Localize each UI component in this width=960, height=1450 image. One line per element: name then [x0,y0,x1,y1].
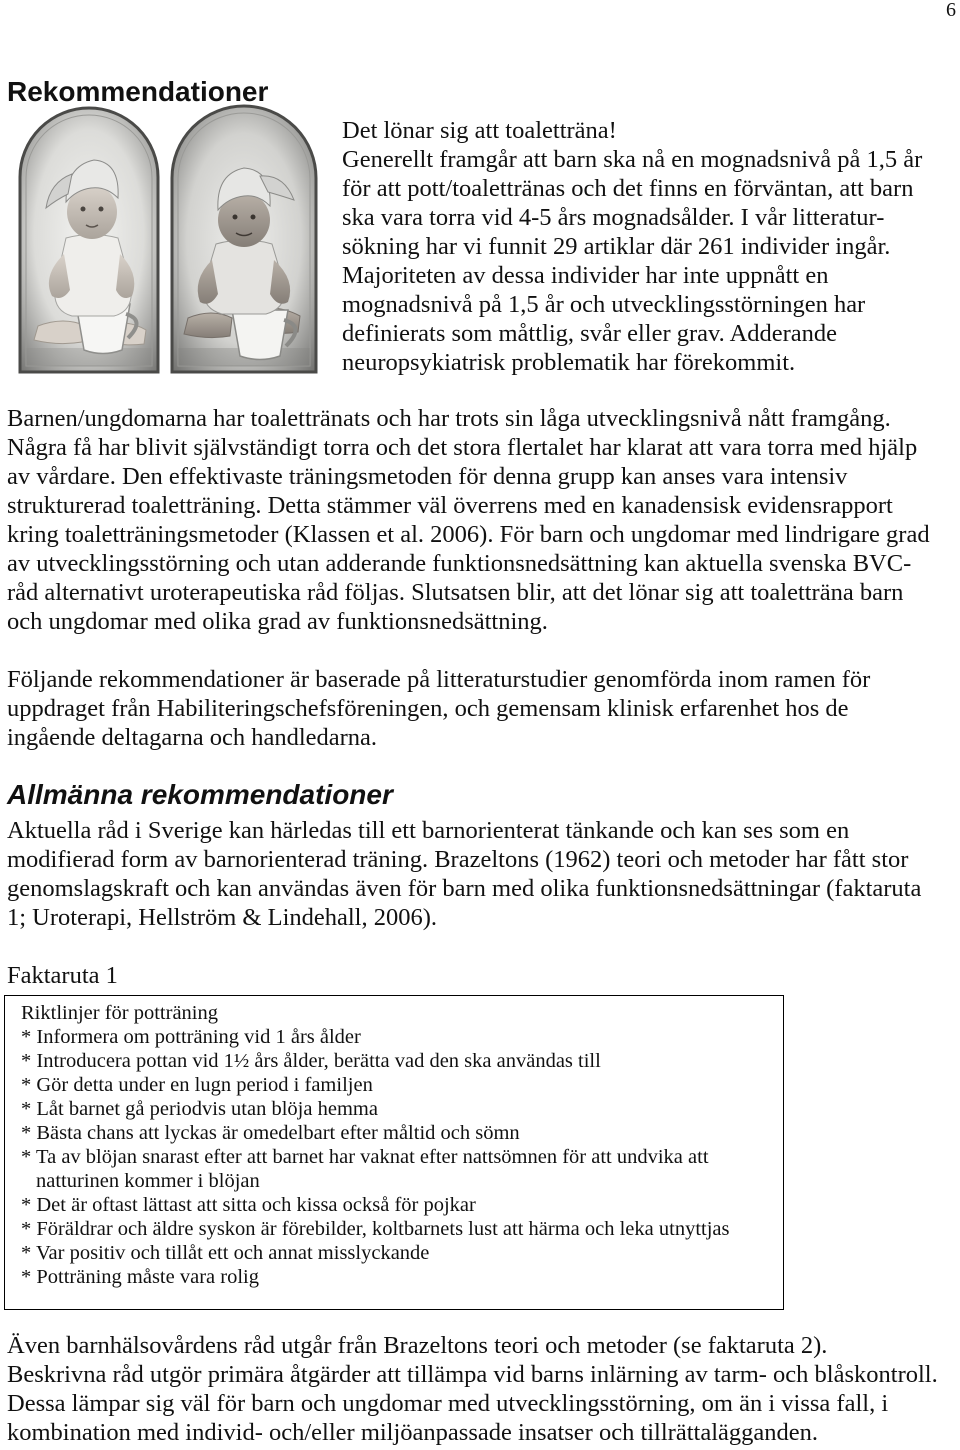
intro-line: definierats som måttlig, svår eller grav. Adderande [342,320,838,347]
paragraph-line: 1; Uroterapi, Hellström & Lindehall, 2006). [7,904,438,931]
intro-line: sökning har vi funnit 29 artiklar där 261 individer ingår. [342,233,891,260]
intro-line: ska vara torra vid 4-5 års mognadsålder. I vår litteratur- [342,204,885,231]
paragraph-line: råd alternativt uroterapeutiska råd följas. Slutsatsen blir, att det lönar sig att toaletträna barn [7,579,904,606]
factbox-item: * Gör detta under en lugn period i familjen [21,1073,373,1096]
photo-right [172,106,316,372]
paragraph-line: strukturerad toaletträning. Detta stämmer väl överrens med en kanadensisk evidensrapport [7,492,893,519]
paragraph-line: av utvecklingsstörning och utan adderande funktionsnedsättning kan aktuella svenska BVC- [7,550,912,577]
factbox-item: * Var positiv och tillåt ett och annat misslyckande [21,1241,430,1264]
potty-photos-figure [16,104,322,376]
section-paragraph [7,816,921,932]
intro-line: neuropsykiatrisk problematik har förekommit. [342,349,796,376]
page-heading: Rekommendationer [7,76,269,107]
baby-right-eye [233,215,238,220]
section-heading: Allmänna rekommendationer [7,779,393,810]
factbox-item: * Bästa chans att lyckas är omedelbart efter måltid och sömn [21,1121,520,1144]
factbox-item: * Låt barnet gå periodvis utan blöja hemma [21,1097,378,1120]
paragraph-line: Följande rekommendationer är baserade på litteraturstudier genomförda inom ramen för [7,666,871,693]
paragraph-line: kring toaletträningsmetoder (Klassen et al. 2006). För barn och ungdomar med lindrigare grad [7,521,930,548]
baby-left-leg [34,321,86,344]
factbox-caption: Faktaruta 1 [7,962,118,989]
factbox-item: * Det är oftast lättast att sitta och kissa också för pojkar [21,1193,476,1216]
paragraph-line: Även barnhälsovårdens råd utgår från Brazeltons teori och metoder (se faktaruta 2). [7,1332,828,1359]
paragraph-1 [7,404,930,636]
paragraph-line: Barnen/ungdomarna har toalettränats och har trots sin låga utvecklingsnivå nått framgång. [7,405,891,432]
factbox-item: * Ta av blöjan snarast efter att barnet har vaknat efter nattsömnen för att undvika att [21,1145,709,1168]
baby-right-leg [184,313,232,338]
closing-paragraph [7,1331,938,1447]
paragraph-line: ingående deltagarna och handledarna. [7,724,378,751]
paragraph-line: uppdraget från Habiliteringschefsföreningen, och gemensam klinisk erfarenhet hos de [7,695,849,722]
intro-text [342,116,922,377]
intro-line: Generellt framgår att barn ska nå en mognadsnivå på 1,5 år [342,146,923,173]
intro-line: för att pott/toalettränas och det finns en förväntan, att barn [342,175,914,202]
intro-line: mognadsnivå på 1,5 år och utvecklingsstörningen har [342,291,866,318]
paragraph-line: Dessa lämpar sig väl för barn och ungdomar med utvecklingsstörning, om än i vissa fall, i [7,1390,889,1417]
factbox-item-continuation: natturinen kommer i blöjan [36,1169,260,1192]
paragraph-line: genomslagskraft och kan användas även för barn med olika funktionsnedsättningar (faktaruta [7,875,922,902]
paragraph-2 [7,665,870,752]
paragraph-line: modifierad form av barnorienterad träning. Brazeltons (1962) teori och metoder har fått stor [7,846,909,873]
intro-line: Majoriteten av dessa individer har inte uppnått en [342,262,829,289]
baby-left-eye [81,207,86,212]
factbox-item: * Potträning måste vara rolig [21,1265,259,1288]
paragraph-line: och ungdomar med olika grad av funktionsnedsättning. [7,608,548,635]
factbox-item: * Introducera pottan vid 1½ års ålder, berätta vad den ska användas till [21,1049,601,1072]
paragraph-line: kombination med individ- och/eller miljöanpassade insatser och tillrättalägganden. [7,1419,819,1446]
paragraph-line: Beskrivna råd utgör primära åtgärder att tillämpa vid barns inlärning av tarm- och blåskontroll. [7,1361,938,1388]
photo-left [20,108,158,372]
factbox [4,995,784,1310]
factbox-item: * Föräldrar och äldre syskon är förebilder, koltbarnets lust att härma och leka utnyttjas [21,1217,730,1240]
intro-line: Det lönar sig att toaletträna! [342,117,617,144]
baby-right-eye [251,215,256,220]
baby-left-eye [99,207,104,212]
potty-right [232,310,288,360]
paragraph-line: Aktuella råd i Sverige kan härledas till ett barnorienterat tänkande och kan ses som en [7,817,850,844]
page-number: 6 [946,0,956,21]
paragraph-line: Några få har blivit självständigt torra och det stora flertalet har klarat att vara torra med hjälp [7,434,918,461]
paragraph-line: av vårdare. Den effektivaste träningsmetoden för denna grupp kan anses vara intensiv [7,463,848,490]
factbox-item: * Informera om potträning vid 1 års ålder [21,1025,361,1048]
factbox-title: Riktlinjer för potträning [21,1001,218,1024]
